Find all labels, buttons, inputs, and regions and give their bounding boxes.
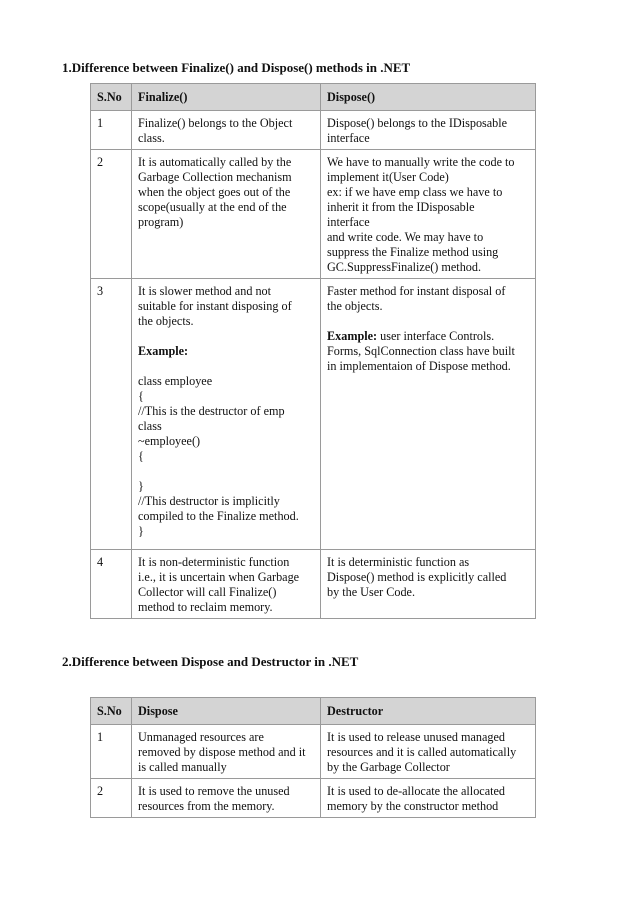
table-row [91, 550, 536, 619]
cell-line: Unmanaged resources are [138, 730, 264, 744]
cell-line: It is non-deterministic function [138, 555, 290, 569]
cell-line: by the User Code. [327, 585, 416, 599]
cell-line: when the object goes out of the [138, 185, 291, 199]
cell-line: program) [138, 215, 184, 229]
cell-line: in implementaion of Dispose method. [327, 359, 511, 373]
dispose-cell [321, 279, 536, 550]
cell-line: i.e., it is uncertain when Garbage [138, 570, 300, 584]
cell-line: resources from the memory. [138, 799, 275, 813]
cell-line: Dispose() belongs to the IDisposable [327, 116, 508, 130]
destructor-cell [321, 725, 536, 779]
cell-line: the objects. [327, 299, 383, 313]
code-line: } [138, 479, 144, 493]
dispose-cell [321, 111, 536, 150]
cell-line [327, 329, 531, 344]
table-row [91, 279, 536, 550]
spacer [138, 359, 316, 374]
cell-line: Dispose() method is explicitly called [327, 570, 507, 584]
table-row [91, 111, 536, 150]
cell-line: inherit it from the IDisposable [327, 200, 475, 214]
cell-line: Forms, SqlConnection class have built [327, 344, 515, 358]
cell-line: suitable for instant disposing of [138, 299, 292, 313]
cell-line: suppress the Finalize method using [327, 245, 499, 259]
cell-line: resources and it is called automatically [327, 745, 517, 759]
code-line: { [138, 449, 144, 463]
finalize-cell [132, 150, 321, 279]
dispose-cell [132, 779, 321, 818]
column-header-dispose: Dispose() [321, 84, 536, 111]
cell-line: We have to manually write the code to [327, 155, 515, 169]
cell-line: interface [327, 215, 370, 229]
code-line: class [138, 419, 162, 433]
code-line: compiled to the Finalize method. [138, 509, 299, 523]
row-number: 3 [91, 279, 132, 550]
dispose-cell [321, 150, 536, 279]
cell-line: and write code. We may have to [327, 230, 484, 244]
cell-line: removed by dispose method and it [138, 745, 306, 759]
dispose-cell [132, 725, 321, 779]
cell-line: GC.SuppressFinalize() method. [327, 260, 482, 274]
finalize-dispose-table [90, 83, 536, 619]
cell-line: method to reclaim memory. [138, 600, 273, 614]
row-number: 2 [91, 779, 132, 818]
code-line: ~employee() [138, 434, 201, 448]
column-header-destructor: Destructor [321, 698, 536, 725]
row-number: 1 [91, 725, 132, 779]
column-header-sno: S.No [91, 698, 132, 725]
cell-line: scope(usually at the end of the [138, 200, 287, 214]
cell-line: It is slower method and not [138, 284, 272, 298]
row-number: 1 [91, 111, 132, 150]
table-header-row [91, 698, 536, 725]
spacer [327, 314, 531, 329]
cell-line: memory by the constructor method [327, 799, 499, 813]
table-row [91, 150, 536, 279]
cell-line: Garbage Collection mechanism [138, 170, 292, 184]
cell-line: Finalize() belongs to the Object [138, 116, 293, 130]
table-row [91, 779, 536, 818]
cell-line: interface [327, 131, 370, 145]
column-header-finalize: Finalize() [132, 84, 321, 111]
dispose-destructor-table [90, 697, 536, 818]
example-label: Example: [327, 329, 378, 343]
section-heading-dispose-vs-destructor: 2.Difference between Dispose and Destructor in .NET [62, 654, 359, 669]
finalize-cell [132, 111, 321, 150]
code-line: //This destructor is implicitly [138, 494, 280, 508]
cell-line: is called manually [138, 760, 227, 774]
code-line-empty [138, 464, 316, 479]
cell-line: It is used to release unused managed [327, 730, 506, 744]
table-header-row [91, 84, 536, 111]
cell-line: the objects. [138, 314, 194, 328]
cell-line: by the Garbage Collector [327, 760, 450, 774]
cell-line: It is deterministic function as [327, 555, 470, 569]
cell-line: Collector will call Finalize() [138, 585, 277, 599]
spacer [138, 329, 316, 344]
dispose-cell [321, 550, 536, 619]
cell-line: class. [138, 131, 165, 145]
code-line: class employee [138, 374, 213, 388]
cell-line: It is used to remove the unused [138, 784, 290, 798]
code-line: //This is the destructor of emp [138, 404, 285, 418]
section-heading-finalize-vs-dispose: 1.Difference between Finalize() and Dispose() methods in .NET [62, 60, 411, 75]
cell-line: ex: if we have emp class we have to [327, 185, 503, 199]
table-row [91, 725, 536, 779]
destructor-cell [321, 779, 536, 818]
column-header-dispose: Dispose [132, 698, 321, 725]
row-number: 2 [91, 150, 132, 279]
code-line: { [138, 389, 144, 403]
column-header-sno: S.No [91, 84, 132, 111]
example-text: user interface Controls. [377, 329, 495, 343]
example-label: Example: [138, 344, 189, 358]
row-number: 4 [91, 550, 132, 619]
cell-line: implement it(User Code) [327, 170, 449, 184]
finalize-cell [132, 279, 321, 550]
cell-line: Faster method for instant disposal of [327, 284, 506, 298]
cell-line: It is used to de-allocate the allocated [327, 784, 505, 798]
finalize-cell [132, 550, 321, 619]
cell-line: It is automatically called by the [138, 155, 292, 169]
code-line: } [138, 524, 144, 538]
